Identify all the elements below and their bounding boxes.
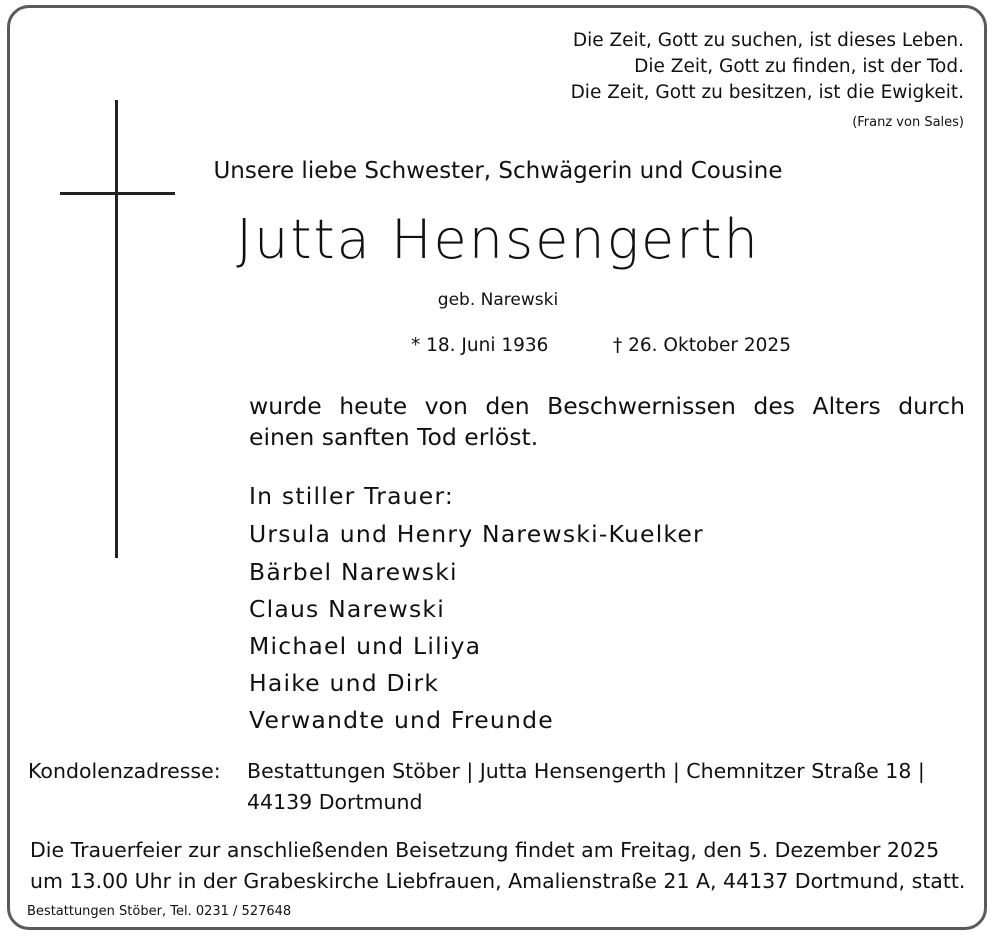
mourner-item: Michael und Liliya xyxy=(249,632,482,660)
deceased-name: Jutta Hensengerth xyxy=(236,208,760,271)
death-message: wurde heute von den Beschwernissen des Alters durch einen sanften Tod erlöst. xyxy=(249,392,965,451)
mourning-title: In stiller Trauer: xyxy=(249,482,455,510)
condolence-label: Kondolenzadresse: xyxy=(28,759,221,783)
condolence-address-line-1: Bestattungen Stöber | Jutta Hensengerth | Chemnitzer Straße 18 | xyxy=(247,759,925,783)
birth-date: * 18. Juni 1936 xyxy=(411,335,549,356)
footer-funeral-home: Bestattungen Stöber, Tel. 0231 / 527648 xyxy=(27,904,292,919)
quote-line-3: Die Zeit, Gott zu besitzen, ist die Ewigkeit. xyxy=(570,82,964,103)
quote-line-1: Die Zeit, Gott zu suchen, ist dieses Leben. xyxy=(572,30,964,51)
ceremony-line-2: um 13.00 Uhr in der Grabeskirche Liebfrauen, Amalienstraße 21 A, 44137 Dortmund, statt. xyxy=(30,869,966,893)
mourner-item: Claus Narewski xyxy=(249,595,445,623)
quote-line-2: Die Zeit, Gott zu finden, ist der Tod. xyxy=(634,56,964,77)
quote-author: (Franz von Sales) xyxy=(852,115,964,130)
cross-icon-bar xyxy=(60,192,175,195)
mourner-item: Verwandte und Freunde xyxy=(249,706,554,734)
birth-name: geb. Narewski xyxy=(437,290,559,310)
notice-border xyxy=(7,5,987,930)
death-date: † 26. Oktober 2025 xyxy=(613,335,791,356)
mourner-item: Ursula und Henry Narewski-Kuelker xyxy=(249,520,704,548)
ceremony-line-1: Die Trauerfeier zur anschließenden Beisetzung findet am Freitag, den 5. Dezember 2025 xyxy=(30,838,940,862)
mourner-item: Haike und Dirk xyxy=(249,669,440,697)
condolence-address-line-2: 44139 Dortmund xyxy=(247,790,423,814)
mourner-item: Bärbel Narewski xyxy=(249,558,458,586)
intro-text: Unsere liebe Schwester, Schwägerin und Cousine xyxy=(213,158,783,184)
